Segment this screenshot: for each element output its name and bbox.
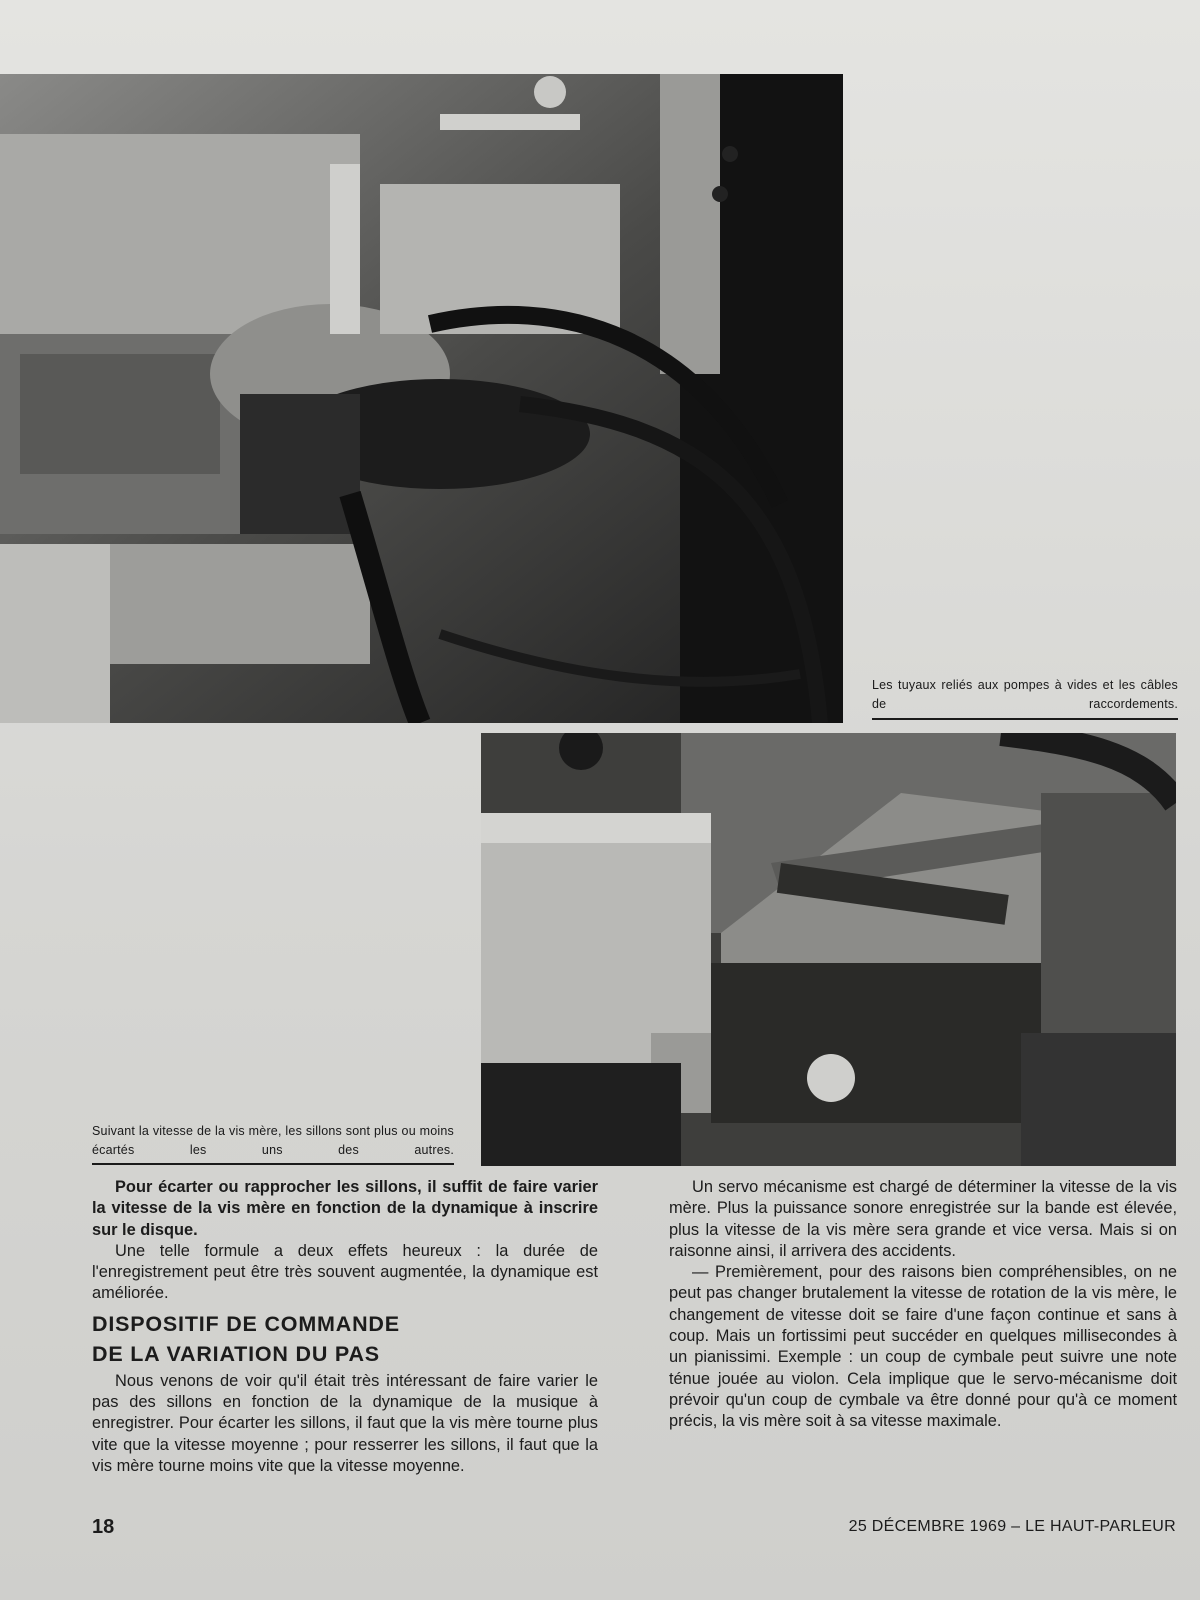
section-heading-line: DE LA VARIATION DU PAS — [92, 1341, 380, 1366]
photo-record-cutting-lathe — [0, 74, 843, 723]
section-heading — [92, 1309, 598, 1369]
section-heading-line: DISPOSITIF DE COMMANDE — [92, 1311, 400, 1336]
article-column-left — [92, 1177, 598, 1477]
issue-line: 25 DÉCEMBRE 1969 – LE HAUT-PARLEUR — [848, 1518, 1176, 1535]
page-number: 18 — [92, 1516, 115, 1538]
paragraph: Nous venons de voir qu'il était très intéressant de faire varier le pas des sillons en fonction de la dynamique de la musique à enregistrer. Pour écarter les sillons, il faut que la vis mère tourne plus vite que la vitesse moyenne ; pour resserrer les sillons, il faut que la vis mère tourne moins vite que la vitesse moyenne. — [92, 1371, 598, 1475]
caption-top: Les tuyaux reliés aux pompes à vides et les câbles de raccordements. — [872, 678, 1178, 711]
article-column-right — [669, 1177, 1177, 1433]
paragraph: — Premièrement, pour des raisons bien compréhensibles, on ne peut pas changer brutalement la vitesse de rotation de la vis mère, le changement de vitesse doit se faire d'une façon continue et sans à coup. Mais un fortissimi peut succéder en quelques millisecondes à un pianissimi. Exemple : un coup de cymbale peut suivre une note ténue jouée au violon. Cela implique que le servo-mécanisme doit prévoir qu'un coup de cymbale va être donné pour qu'à ce moment précis, la vis mère soit à sa vitesse maximale. — [669, 1263, 1177, 1431]
paragraph: Une telle formule a deux effets heureux : la durée de l'enregistrement peut être très souvent augmentée, la dynamique est améliorée. — [92, 1241, 598, 1303]
caption-rule-top — [872, 718, 1178, 720]
photo-lead-screw-closeup — [481, 733, 1176, 1166]
paragraph: Un servo mécanisme est chargé de déterminer la vitesse de la vis mère. Plus la puissance sonore enregistrée sur la bande est élevée, plus la vitesse de la vis mère sera grande et vice versa. Mais si on raisonne ainsi, il arrivera des accidents. — [669, 1178, 1177, 1260]
caption-bottom: Suivant la vitesse de la vis mère, les sillons sont plus ou moins écartés les uns des autres. — [92, 1124, 454, 1157]
lead-paragraph: Pour écarter ou rapprocher les sillons, il suffit de faire varier la vitesse de la vis mère en fonction de la dynamique à inscrire sur le disque. — [92, 1178, 598, 1239]
caption-rule-bottom — [92, 1163, 454, 1165]
